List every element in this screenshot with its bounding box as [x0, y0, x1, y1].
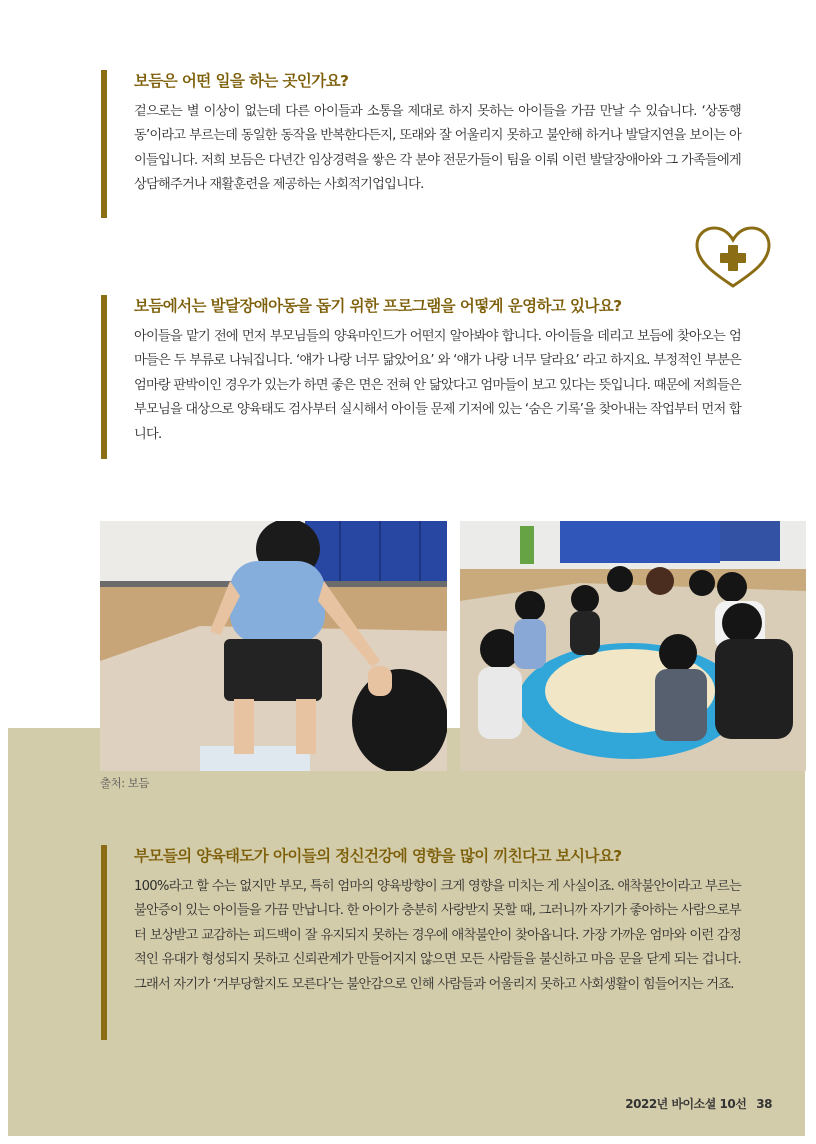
photo-children-group-play: [460, 521, 806, 771]
section-body: 아이들을 맡기 전에 먼저 부모님들의 양육마인드가 어떤지 알아봐야 합니다. 아이들을 데리고 보듬에 찾아오는 엄마들은 두 부류로 나눠집니다. ‘얘가 나랑 너무 닮았어요’ 와 ‘얘가 나랑 너무 달라요’ 라고 하지요. 부정적인 부분은 엄마랑 판박이인 경우가 있는가 하면 좋은 면은 전혀 안 닮았다고 엄마들이 보고 있다는 뜻입니다. 때문에 저희들은 부모님을 대상으로 양육태도 검사부터 실시해서 아이들 문제 기저에 있는 ‘숨은 기록’을 찾아내는 작업부터 먼저 합니다.: [134, 329, 741, 442]
qa-section-3: [101, 845, 741, 1040]
section-heading: 부모들의 양육태도가 아이들의 정신건강에 영향을 많이 끼친다고 보시나요?: [134, 847, 622, 865]
section-body: 겉으로는 별 이상이 없는데 다른 아이들과 소통을 제대로 하지 못하는 아이들을 가끔 만날 수 있습니다. ‘상동행동’이라고 부르는데 동일한 동작을 반복한다든지, 또래와 잘 어울리지 못하고 불안해 하거나 발달지연을 보이는 아이들입니다. 저희 보듬은 다년간 임상경력을 쌓은 각 분야 전문가들이 팀을 이뤄 이런 발달장애아와 그 가족들에게 상담해주거나 재활훈련을 제공하는 사회적기업입니다.: [134, 104, 741, 193]
accent-bar: [101, 70, 107, 218]
section-body: 100%라고 할 수는 없지만 부모, 특히 엄마의 양육방향이 크게 영향을 미치는 게 사실이죠. 애착불안이라고 부르는 불안증이 있는 아이들을 가끔 만납니다. 한 아이가 충분히 사랑받지 못할 때, 그러니까 자기가 좋아하는 사람으로부터 보상받고 교감하는 피드백이 잘 유지되지 못하는 경우에 애착불안이 찾아옵니다. 가장 가까운 엄마와 이런 감정적인 유대가 형성되지 못하고 신뢰관계가 만들어지지 않으면 모든 사람들을 불신하고 마음 문을 닫게 되는 겁니다. 그래서 자기가 ‘거부당할지도 모른다’는 불안감으로 인해 사람들과 어울리지 못하고 사회생활이 힘들어지는 거죠.: [134, 879, 741, 992]
accent-bar: [101, 845, 107, 1040]
heart-plus-icon: [694, 225, 772, 289]
accent-bar: [101, 295, 107, 459]
photo-child-standing: [100, 521, 447, 771]
qa-section-1: [101, 70, 741, 218]
photo-caption: 출처: 보듬: [100, 776, 149, 790]
page-footer: [625, 1095, 772, 1112]
section-heading: 보듬은 어떤 일을 하는 곳인가요?: [134, 72, 349, 90]
publication-title: 2022년 바이소셜 10선: [625, 1097, 747, 1111]
page-number: 38: [756, 1097, 772, 1111]
qa-section-2: [101, 295, 741, 459]
section-heading: 보듬에서는 발달장애아동을 돕기 위한 프로그램을 어떻게 운영하고 있나요?: [134, 297, 622, 315]
